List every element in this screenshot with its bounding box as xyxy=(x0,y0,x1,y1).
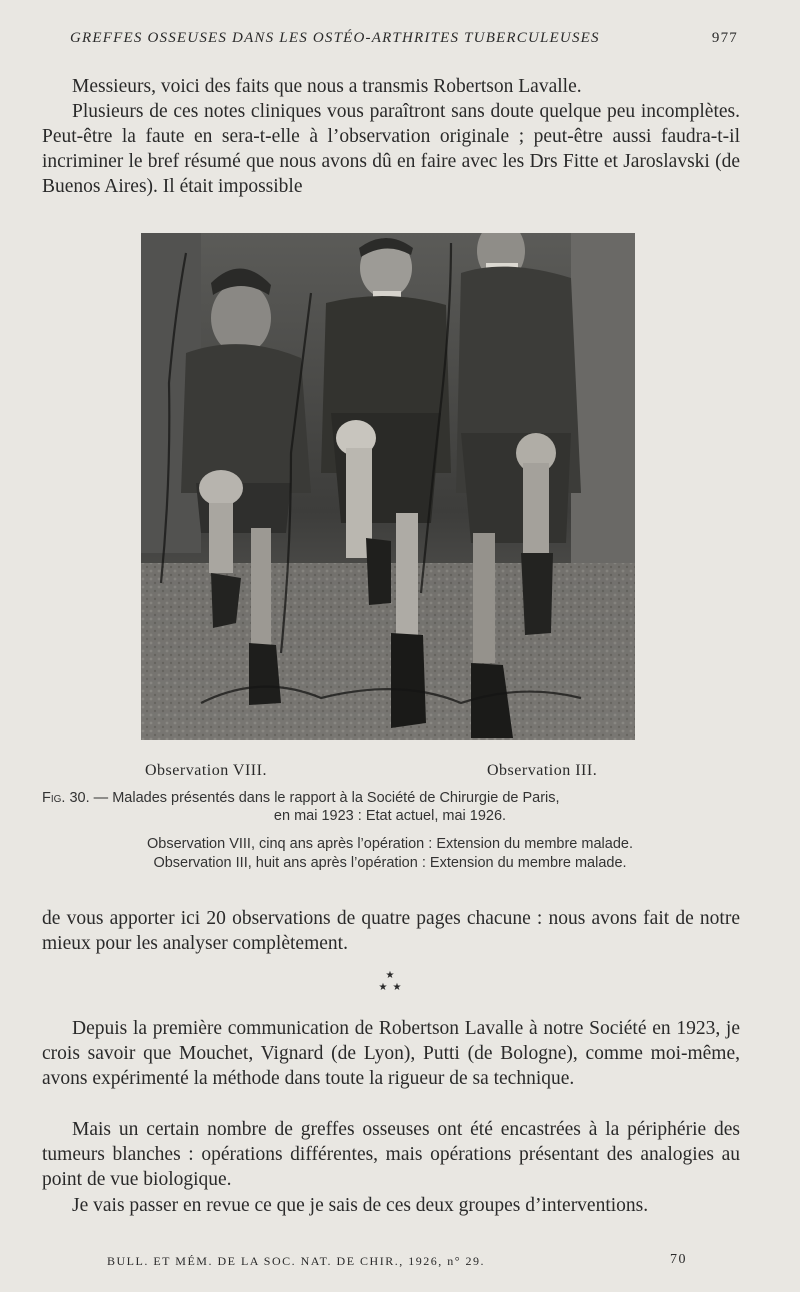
paragraph-5 xyxy=(42,1117,740,1192)
sheet-number: 70 xyxy=(670,1252,687,1267)
page-footer xyxy=(107,1254,687,1274)
page-number: 977 xyxy=(711,30,738,46)
figure-number: Fig. 30. xyxy=(42,790,90,806)
figure-caption-line-3: Observation VIII, cinq ans après l’opération : Extension du membre malade. xyxy=(146,836,633,852)
figure-photograph xyxy=(141,233,635,740)
paragraph-5-text: Mais un certain nombre de greffes osseuses ont été encastrées à la périphérie des tumeurs blanches : opérations différentes, mais opérations présentant des analogies au point de vue biologique. xyxy=(42,1119,740,1190)
paragraph-1-text: Messieurs, voici des faits que nous a transmis Robertson Lavalle. xyxy=(72,76,582,97)
paragraph-3: de vous apporter ici 20 observations de quatre pages chacune : nous avons fait de notre mieux pour les analyser complètement. xyxy=(42,908,740,954)
running-title: GREFFES OSSEUSES DANS LES OSTÉO-ARTHRITES TUBERCULEUSES xyxy=(70,30,600,46)
paragraph-6-text: Je vais passer en revue ce que je sais de ces deux groupes d’interventions. xyxy=(72,1195,649,1216)
paragraph-6 xyxy=(42,1193,740,1218)
running-header xyxy=(70,30,740,52)
figure-caption-line-1 xyxy=(42,790,738,807)
photo-illustration xyxy=(141,233,635,740)
figure-caption-line-2: en mai 1923 : Etat actuel, mai 1926. xyxy=(273,808,507,824)
section-separator: ★ ★ ★ xyxy=(378,970,402,993)
figure-caption-line-4: Observation III, huit ans après l’opération : Extension du membre malade. xyxy=(153,855,627,871)
paragraph-2 xyxy=(42,99,740,199)
paragraph-2-text: Plusieurs de ces notes cliniques vous paraîtront sans doute quelque peu incomplètes. Peut-être la faute en sera-t-elle à l’observation originale ; peut-être aussi faudra-t-il incriminer le bref résumé que nous avons dû en faire avec les Drs Fitte et Jaroslavski (de Buenos Aires). Il était impossible xyxy=(42,101,740,197)
paragraph-1 xyxy=(42,74,740,99)
figure-caption-text-1: — Malades présentés dans le rapport à la Société de Chirurgie de Paris, xyxy=(93,790,560,806)
figure-label-right: Observation III. xyxy=(487,762,598,779)
paragraph-4 xyxy=(42,1016,740,1091)
paragraph-4-text: Depuis la première communication de Robertson Lavalle à notre Société en 1923, je crois savoir que Mouchet, Vignard (de Lyon), Putti (de Bologne), comme moi-même, avons expérimenté la méthode dans toute la rigueur de sa technique. xyxy=(42,1018,740,1089)
figure-label-left: Observation VIII. xyxy=(145,762,267,779)
footer-citation: BULL. ET MÉM. DE LA SOC. NAT. DE CHIR., 1926, n° 29. xyxy=(107,1254,486,1268)
